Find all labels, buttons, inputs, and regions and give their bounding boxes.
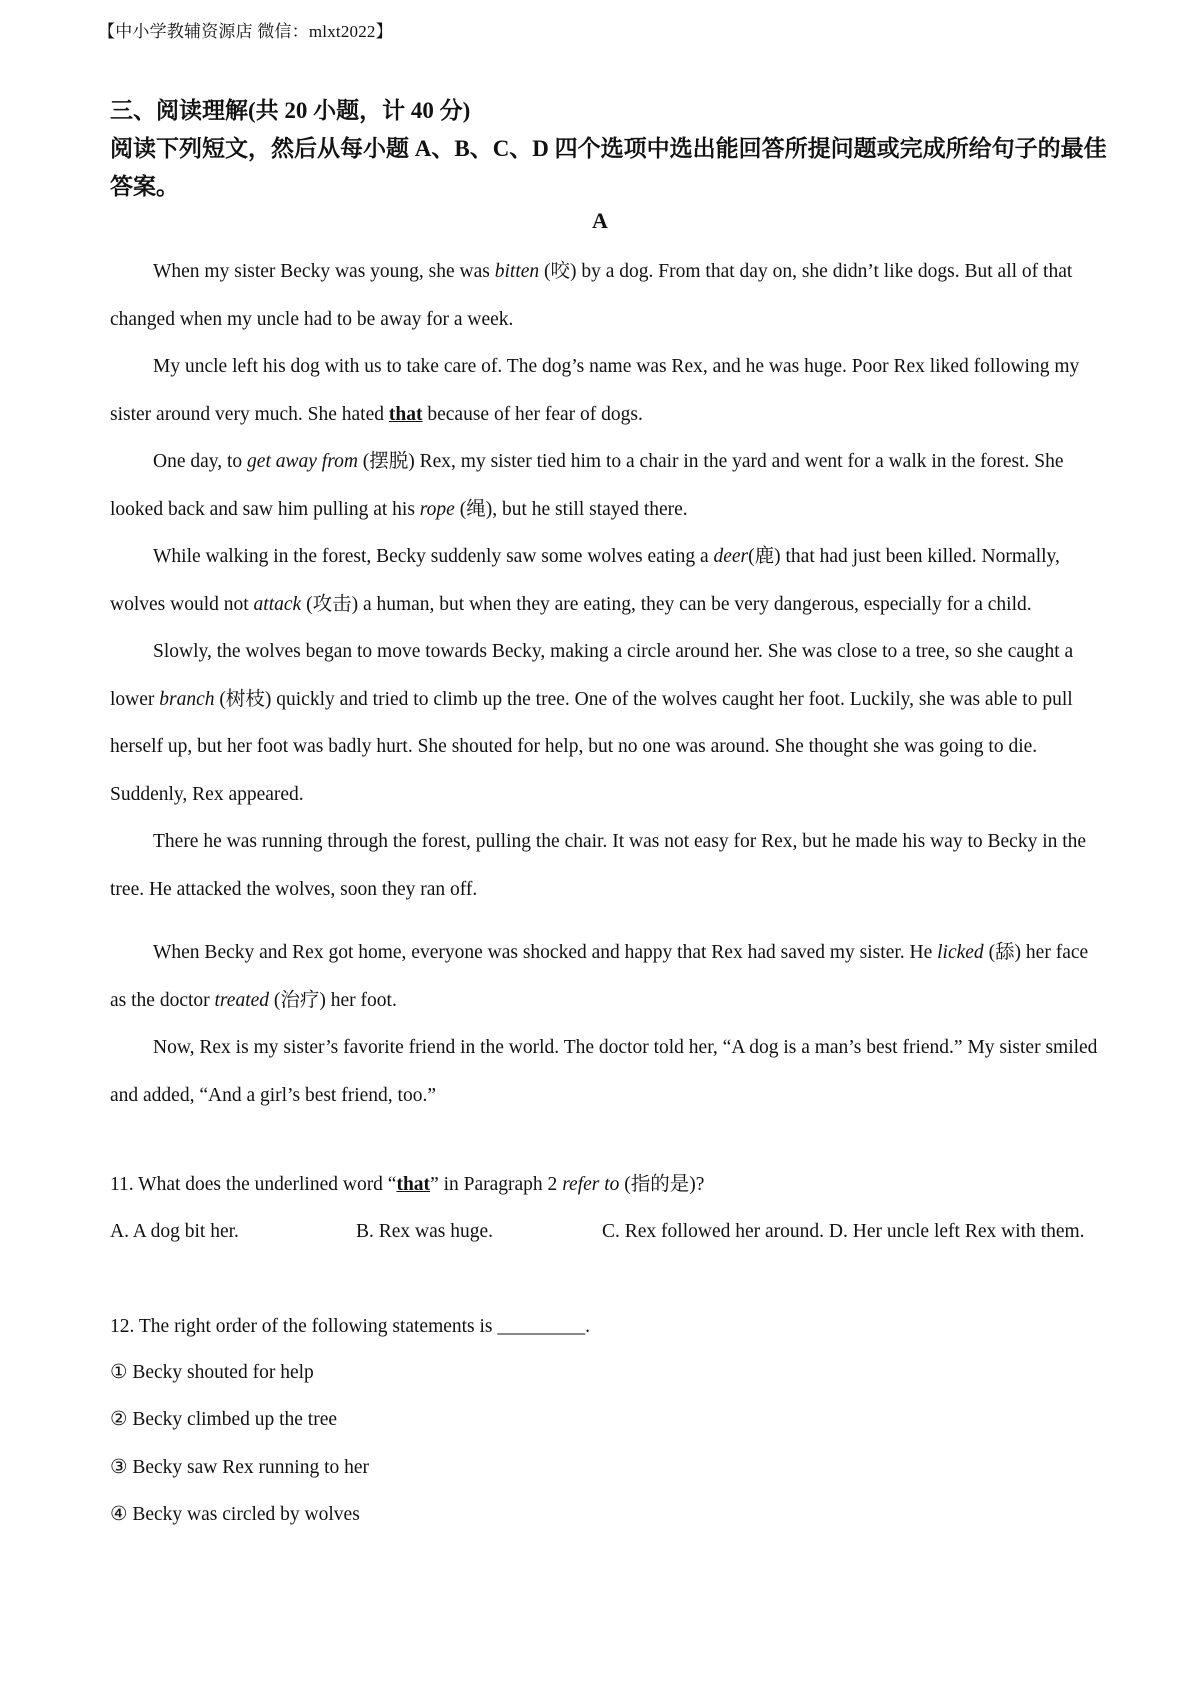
paragraph-6: There he was running through the forest, pulling the chair. It was not easy for Rex, but he made his way to Becky in the tree. He attacked the wolves, soon they ran off.	[110, 831, 1087, 900]
option-c: C. Rex followed her around.	[602, 1221, 825, 1242]
statement-1: ① Becky shouted for help	[110, 1362, 314, 1383]
passage-body	[110, 248, 1098, 1119]
paragraph-4: While walking in the forest, Becky suddenly saw some wolves eating a deer(鹿) that had just been killed. Normally, wolves would not attack (攻击) a human, but when they are eating, they can be very dangerous, especially for a child.	[110, 546, 1060, 615]
option-a: A. A dog bit her.	[110, 1221, 239, 1242]
paragraph-1: When my sister Becky was young, she was bitten (咬) by a dog. From that day on, she didn’t like dogs. But all of that changed when my uncle had to be away for a week.	[110, 261, 1073, 330]
question-12-stem: 12. The right order of the following statements is _________.	[110, 1316, 591, 1337]
paragraph-8: Now, Rex is my sister’s favorite friend in the world. The doctor told her, “A dog is a man’s best friend.” My sister smiled and added, “And a girl’s best friend, too.”	[110, 1037, 1098, 1106]
question-11-options	[110, 1208, 1098, 1256]
paragraph-5: Slowly, the wolves began to move towards Becky, making a circle around her. She was close to a tree, so she caught a lower branch (树枝) quickly and tried to climb up the tree. One of the wolves caught her foot. Luckily, she was able to pull herself up, but her foot was badly hurt. She shouted for help, but no one was around. She thought she was going to die. Suddenly, Rex appeared.	[110, 641, 1074, 805]
paragraph-7: When Becky and Rex got home, everyone was shocked and happy that Rex had saved my sister. He licked (舔) her face as the doctor treated (治疗) her foot.	[110, 942, 1089, 1011]
option-d: D. Her uncle left Rex with them.	[828, 1221, 1085, 1242]
option-b: B. Rex was huge.	[356, 1221, 494, 1242]
statement-2: ② Becky climbed up the tree	[110, 1409, 338, 1430]
watermark-header: 【中小学教辅资源店 微信：mlxt2022】	[98, 22, 393, 41]
statement-3: ③ Becky saw Rex running to her	[110, 1457, 370, 1478]
underlined-word-that: that	[388, 403, 423, 425]
section-title: 三、阅读理解(共 20 小题，计 40 分)	[110, 98, 471, 123]
question-11-stem: 11. What does the underlined word “that” in Paragraph 2 refer to (指的是)?	[110, 1174, 705, 1195]
paragraph-2: My uncle left his dog with us to take care of. The dog’s name was Rex, and he was huge. Poor Rex liked following my sister around very much. She hated that because of her fear of dogs.	[110, 356, 1080, 425]
paragraph-3: One day, to get away from (摆脱) Rex, my sister tied him to a chair in the yard and went for a walk in the forest. She looked back and saw him pulling at his rope (绳), but he still stayed there.	[110, 451, 1064, 520]
passage-label: A	[592, 208, 608, 233]
section-instruction: 阅读下列短文，然后从每小题 A、B、C、D 四个选项中选出能回答所提问题或完成所给句子的最佳答案。	[110, 136, 1107, 199]
statement-4: ④ Becky was circled by wolves	[110, 1504, 360, 1525]
